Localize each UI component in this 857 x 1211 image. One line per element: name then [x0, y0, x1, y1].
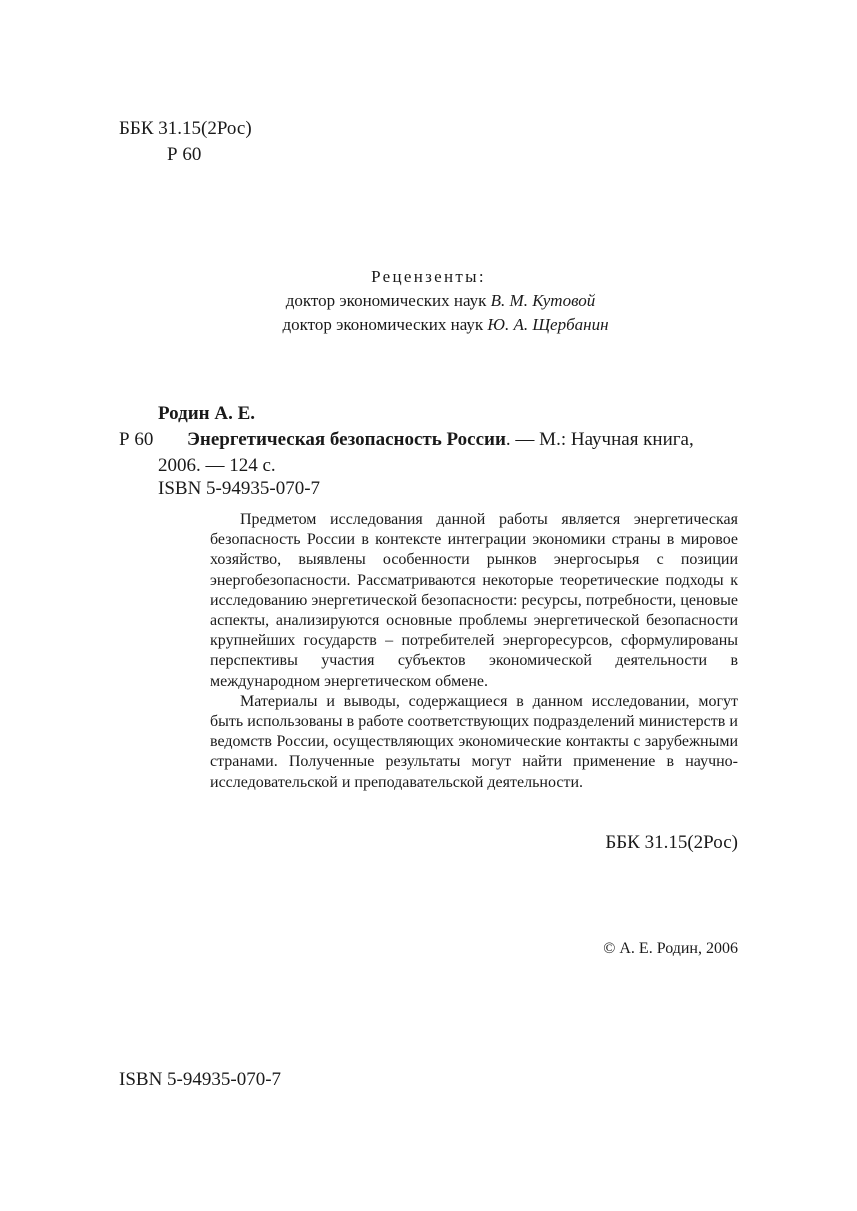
- abstract-paragraph-1: Предметом исследования данной работы является энергетическая безопасность России в контексте интеграции экономики страны в мировое хозяйство, выявлены особенности рынков энергосырья с позиции энергобезопасности. Рассматриваются некоторые теоретические подходы к исследованию энергетической безопасности: ресурсы, потребности, ценовые аспекты, анализируются основные проблемы энергетической безопасности крупнейших государств – потребителей энергоресурсов, сформулированы перспективы участия субъектов экономической деятельности в международном энергетическом обмене.: [210, 511, 738, 690]
- book-code: Р 60: [119, 429, 154, 450]
- author-sign: Р 60: [167, 144, 202, 165]
- reviewer-1-name: В. М. Кутовой: [490, 291, 596, 310]
- author-name: Родин А. Е.: [158, 403, 255, 424]
- abstract-paragraph-2: Материалы и выводы, содержащиеся в данном исследовании, могут быть использованы в работе соответствующих подразделений министерств и ведомств России, осуществляющих экономические контакты с зарубежными странами. Полученные результаты могут найти применение в научно-исследовательской и преподавательской деятельности.: [210, 692, 738, 791]
- isbn-bottom: ISBN 5-94935-070-7: [119, 1069, 282, 1090]
- reviewer-2-name: Ю. А. Щербанин: [487, 315, 609, 334]
- reviewer-1: [0, 289, 857, 313]
- reviewers-heading: Рецензенты:: [371, 267, 486, 286]
- bbk-code-bottom: ББК 31.15(2Рос): [605, 832, 738, 853]
- title-line: [187, 427, 694, 453]
- classification-block: [119, 116, 252, 168]
- reviewer-2: [0, 313, 857, 337]
- isbn: ISBN 5-94935-070-7: [158, 478, 321, 499]
- year-pages: 2006. — 124 с.: [158, 455, 276, 476]
- publisher-info: . — М.: Научная книга,: [505, 429, 694, 450]
- reviewers-block: [0, 265, 857, 337]
- reviewer-1-degree: доктор экономических наук: [285, 291, 487, 310]
- abstract: [210, 510, 738, 793]
- reviewer-2-degree: доктор экономических наук: [282, 315, 484, 334]
- book-title: Энергетическая безопасность России: [187, 429, 506, 450]
- copyright: © А. Е. Родин, 2006: [603, 940, 738, 957]
- bbk-code: ББК 31.15(2Рос): [119, 118, 252, 139]
